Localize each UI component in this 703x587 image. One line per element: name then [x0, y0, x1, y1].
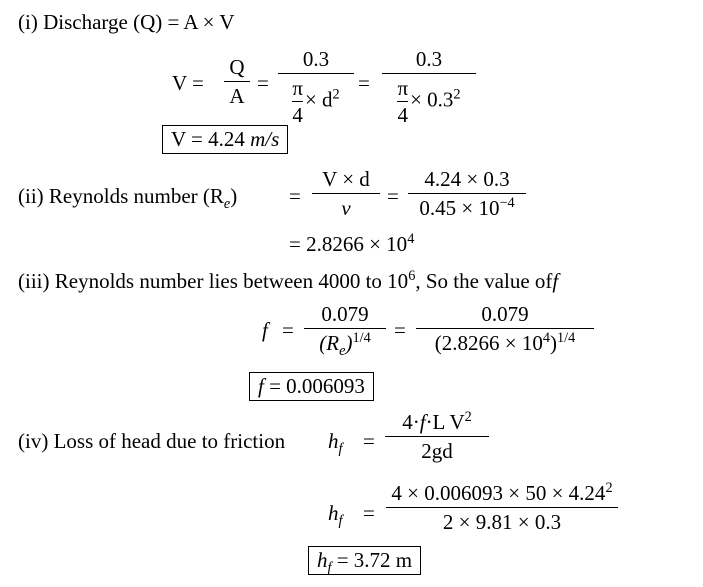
- step-3-text: (iii) Reynolds number lies between 4000 to $10^6$, So the value off: [18, 268, 559, 293]
- friction-factor-lhs: f: [262, 318, 268, 342]
- fraction-numerator: 4·f·L $V^2$: [402, 409, 472, 434]
- equals-sign: =: [363, 501, 375, 525]
- fraction-denominator: $(2.8266 \times 10^4)^{1/4}$: [434, 330, 576, 356]
- fraction-numerator: V × d: [322, 167, 370, 191]
- reynolds-result: = $2.8266 \times 10^4$: [289, 231, 415, 256]
- equals-sign: =: [363, 429, 375, 453]
- fraction-denominator: v: [341, 196, 351, 221]
- friction-numeric-fraction: [416, 303, 594, 354]
- discharge-over-area-fraction: [278, 48, 354, 126]
- velocity-result-box: V = 4.24 m/s: [162, 125, 288, 154]
- friction-symbolic-fraction: [304, 302, 386, 360]
- fraction-numerator: 0.3: [302, 47, 330, 71]
- reynolds-numeric-fraction: [408, 168, 526, 219]
- q-over-a-fraction: [224, 56, 250, 107]
- equals-sign: =: [394, 318, 406, 342]
- fraction-numerator: 0.079: [481, 302, 529, 326]
- fraction-numerator: 0.3: [415, 47, 443, 71]
- head-loss-numeric-fraction: [386, 482, 618, 533]
- fraction-denominator: 2gd: [421, 439, 453, 464]
- equals-sign: =: [282, 318, 294, 342]
- fraction-denominator: $(R_e)^{1/4}$: [319, 330, 371, 360]
- step-1-heading: (i) Discharge (Q) = A × V: [18, 10, 235, 34]
- darcy-formula-fraction: [385, 411, 489, 462]
- reynolds-label: (ii) Reynolds number $(R_e)$: [18, 184, 238, 213]
- fraction-numerator: Q: [229, 55, 245, 79]
- fraction-numerator: $4 \times 0.006093 \times 50 \times 4.24^2$: [391, 480, 613, 505]
- head-loss-lhs: $h_f$: [328, 429, 343, 458]
- velocity-lhs: V =: [172, 71, 204, 95]
- equals-sign: =: [358, 71, 370, 95]
- equals-sign: =: [289, 184, 301, 208]
- equals-sign: =: [257, 71, 269, 95]
- friction-factor-result-box: f = 0.006093: [249, 372, 374, 401]
- head-loss-lhs: $h_f$: [328, 501, 343, 530]
- fraction-denominator: 2 × 9.81 × 0.3: [442, 510, 562, 535]
- head-loss-label: (iv) Loss of head due to friction: [18, 429, 286, 453]
- fraction-denominator: $\frac{\pi}{4}$ × $0.3^2$: [397, 76, 461, 128]
- fraction-numerator: 4.24 × 0.3: [424, 167, 510, 191]
- fraction-numerator: 0.079: [321, 302, 369, 326]
- numeric-area-fraction: [382, 48, 476, 126]
- fraction-denominator: $\frac{\pi}{4}$ × $d^2$: [292, 76, 340, 128]
- head-loss-result-box: $h_f = 3.72$ m: [308, 546, 421, 575]
- fraction-denominator: $0.45 \times 10^{-4}$: [419, 195, 515, 221]
- fraction-denominator: A: [229, 84, 245, 109]
- reynolds-symbolic-fraction: [312, 168, 380, 219]
- equals-sign: =: [387, 184, 399, 208]
